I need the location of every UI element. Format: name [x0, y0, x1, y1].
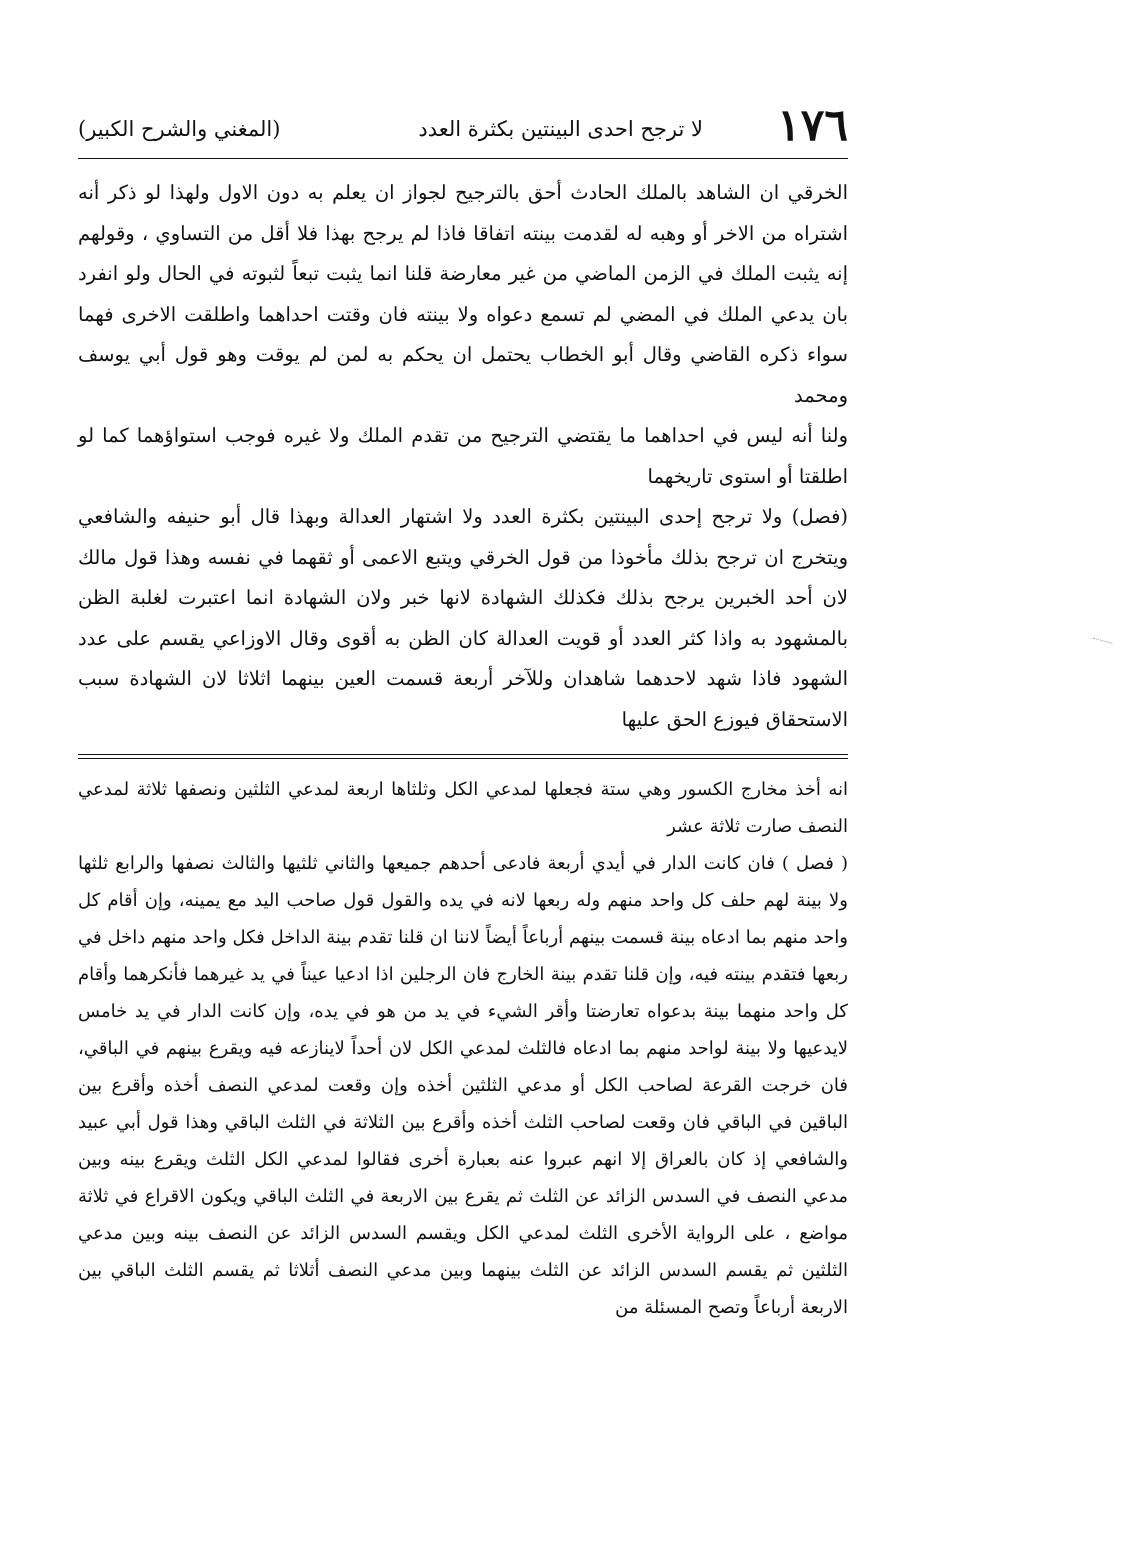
commentary-text-block: [78, 771, 848, 1326]
running-section-title: لا ترجح احدى البينتين بكثرة العدد: [418, 117, 703, 141]
double-rule-divider: [78, 754, 848, 759]
scan-artifact-mark: [1090, 638, 1113, 656]
main-paragraph: ولنا أنه ليس في احداهما ما يقتضي الترجيح من تقدم الملك ولا غيره فوجب استواؤهما كما لو اطلقتا أو استوى تاريخهما: [78, 424, 848, 488]
main-paragraph: الخرقي ان الشاهد بالملك الحادث أحق بالترجيح لجواز ان يعلم به دون الاول ولهذا لو ذكر أنه اشتراه من الاخر أو وهبه له لقدمت بينته اتفاقا فاذا لم يرجح بهذا فلا أقل من التساوي ، وقولهم إنه يثبت الملك في الزمن الماضي من غير معارضة قلنا انما يثبت تبعاً لثبوته في الحال ولو انفرد بان يدعي الملك في المضي لم تسمع دعواه ولا بينته فان وقتت احداهما واطلقت الاخرى فهما سواء ذكره القاضي وقال أبو الخطاب يحتمل ان يحكم به لمن لم يوقت وهو قول أبي يوسف ومحمد: [78, 181, 848, 407]
running-book-title: (المغني والشرح الكبير): [78, 117, 281, 141]
commentary-paragraph: ( فصل ) فان كانت الدار في أيدي أربعة فادعى أحدهم جميعها والثاني ثلثيها والثالث نصفها والرابع ثلثها ولا بينة لهم حلف كل واحد منهم وله ربعها لانه في يده والقول قول صاحب اليد مع يمينه، وإن أقام كل واحد منهم بما ادعاه بينة قسمت بينهم أرباعاً أيضاً لاننا ان قلنا تقدم بينة الداخل فكل واحد منهم داخل في ربعها فتقدم بينته فيه، وإن قلنا تقدم بينة الخارج فان الرجلين اذا ادعيا عيناً في يد غيرهما فأنكرهما وأقام كل واحد منهما بينة بدعواه تعارضتا وأقر الشيء في يد من هو في يده، وإن كانت الدار في يد خامس لايدعيها ولا بينة لواحد منهم بما ادعاه فالثلث لمدعي الكل لان أحداً لاينازعه فيه ويقرع بينهم في الباقي، فان خرجت القرعة لصاحب الكل أو مدعي الثلثين أخذه وإن وقعت لمدعي النصف أخذه وأقرع بين الباقين في الباقي فان وقعت لصاحب الثلث أخذه وأقرع بين الثلاثة في الثلث الباقي وهذا قول أبي عبيد والشافعي إذ كان بالعراق إلا انهم عبروا عنه بعبارة أخرى فقالوا لمدعي الكل الثلث ويقرع بينه وبين مدعي النصف في السدس الزائد عن الثلث ثم يقرع بين الاربعة في الثلث الباقي ويكون الاقراع في ثلاثة مواضع ، على الرواية الأخرى الثلث لمدعي الكل ويقسم السدس الزائد عن النصف بينه وبين مدعي الثلثين ثم يقسم السدس الزائد عن الثلث بينهما وبين مدعي النصف أثلاثا ثم يقسم الثلث الباقي بين الاربعة أرباعاً وتصح المسئلة من: [78, 853, 848, 1318]
main-paragraph: (فصل) ولا ترجح إحدى البينتين بكثرة العدد ولا اشتهار العدالة وبهذا قال أبو حنيفه والشافعي ويتخرج ان ترجح بذلك مأخوذا من قول الخرقي ويتبع الاعمى أو ثقهما في نفسه وهذا قول مالك لان أحد الخبرين يرجح بذلك فكذلك الشهادة لانها خبر ولان الشهادة انما اعتبرت لغلبة الظن بالمشهود به واذا كثر العدد أو قويت العدالة كان الظن به أقوى وقال الاوزاعي يقسم على عدد الشهود فاذا شهد لاحدهما شاهدان وللآخر أربعة قسمت العين بينهما اثلاثا لان الشهادة سبب الاستحقاق فيوزع الحق عليها: [78, 505, 848, 731]
commentary-paragraph: انه أخذ مخارج الكسور وهي ستة فجعلها لمدعي الكل وثلثاها اربعة لمدعي الثلثين ونصفها ثلاثة لمدعي النصف صارت ثلاثة عشر: [78, 779, 848, 837]
page-header: [78, 100, 848, 159]
main-text-block: [78, 173, 848, 740]
page-number: ١٧٦: [777, 100, 848, 151]
book-page: [78, 100, 848, 1540]
